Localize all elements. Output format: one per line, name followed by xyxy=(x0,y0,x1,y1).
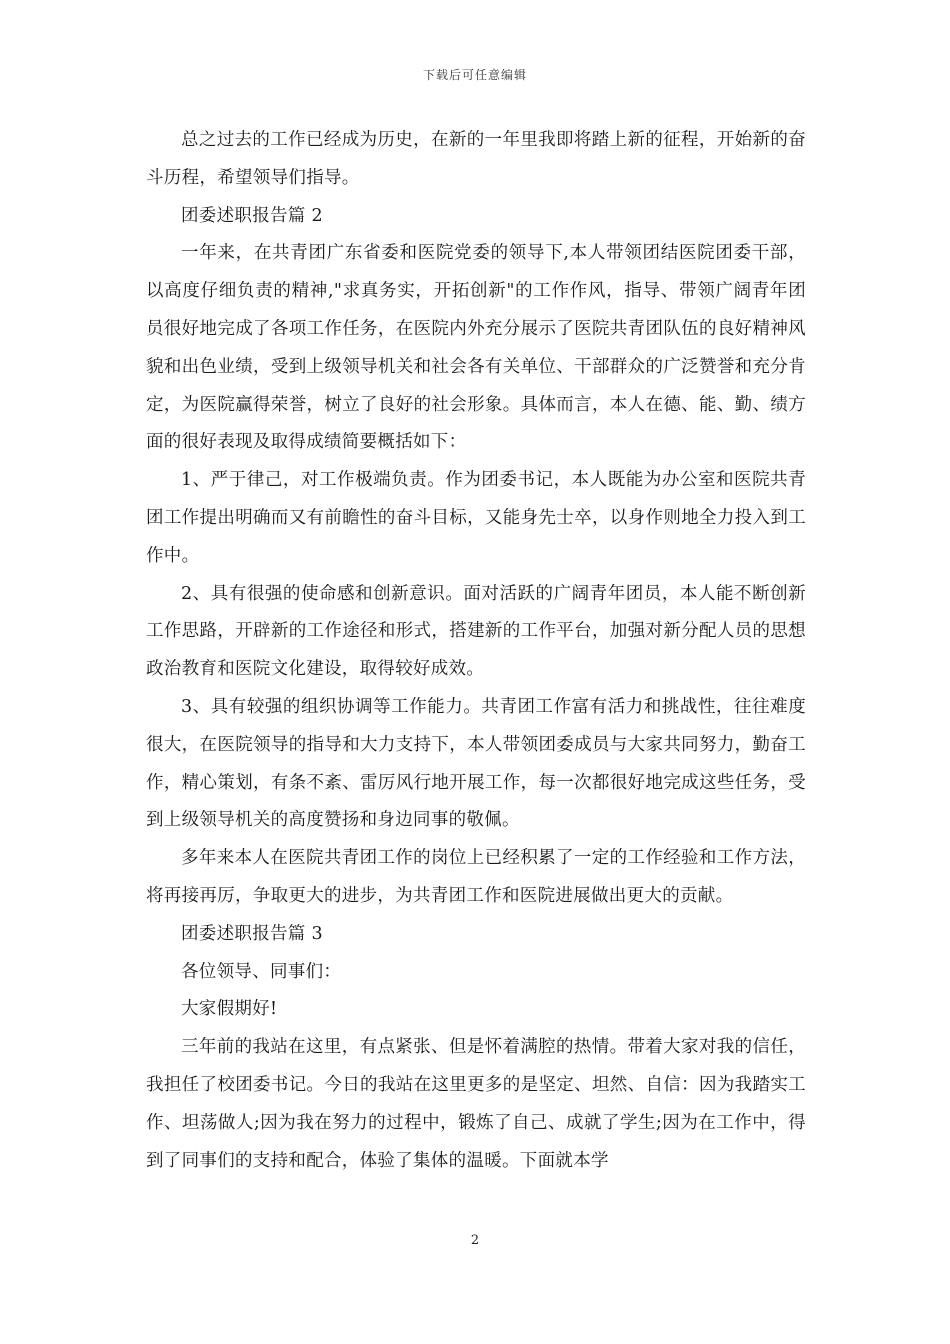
header-note: 下载后可任意编辑 xyxy=(422,68,527,82)
section-heading-report-2: 团委述职报告篇 2 xyxy=(181,205,323,226)
paragraph-year-overview: 一年来，在共青团广东省委和医院党委的领导下,本人带领团结医院团委干部，以高度仔细负责的精神,"求真务实，开拓创新"的工作作风，指导、带领广阔青年团员很好地完成了各项工作任务，在医院内外充分展示了医院共青团队伍的良好精神风貌和出色业绩，受到上级领导机关和社会各有关单位、干部群众的广泛赞誉和充分肯定，为医院赢得荣誉，树立了良好的社会形象。具体而言，本人在德、能、勤、绩方面的很好表现及取得成绩简要概括如下： xyxy=(146,243,806,453)
paragraph-point-2: 2、具有很强的使命感和创新意识。面对活跃的广阔青年团员，本人能不断创新工作思路，开辟新的工作途径和形式，搭建新的工作平台，加强对新分配人员的思想政治教育和医院文化建设，取得较好成效。 xyxy=(146,583,806,680)
paragraph-greeting: 大家假期好! xyxy=(181,999,278,1020)
page-number: 2 xyxy=(470,1233,480,1248)
paragraph-three-years-ago: 三年前的我站在这里，有点紧张、但是怀着满腔的热情。带着大家对我的信任，我担任了校团委书记。今日的我站在这里更多的是坚定、坦然、自信：因为我踏实工作、坦荡做人;因为我在努力的过程中，锻炼了自己、成就了学生;因为在工作中，得到了同事们的支持和配合，体验了集体的温暖。下面就本学 xyxy=(146,1037,806,1171)
paragraph-closing-summary: 总之过去的工作已经成为历史，在新的一年里我即将踏上新的征程，开始新的奋斗历程，希望领导们指导。 xyxy=(146,130,806,188)
paragraph-point-1: 1、严于律己，对工作极端负责。作为团委书记，本人既能为办公室和医院共青团工作提出明确而又有前瞻性的奋斗目标，又能身先士卒，以身作则地全力投入到工作中。 xyxy=(146,470,806,566)
paragraph-conclusion: 多年来本人在医院共青团工作的岗位上已经积累了一定的工作经验和工作方法，将再接再厉，争取更大的进步，为共青团工作和医院进展做出更大的贡献。 xyxy=(146,848,806,906)
document-body xyxy=(146,122,806,1180)
paragraph-point-3: 3、具有较强的组织协调等工作能力。共青团工作富有活力和挑战性，往往难度很大，在医院领导的指导和大力支持下，本人带领团委成员与大家共同努力，勤奋工作，精心策划，有条不紊、雷厉风行地开展工作，每一次都很好地完成这些任务，受到上级领导机关的高度赞扬和身边同事的敬佩。 xyxy=(146,696,806,831)
paragraph-salutation: 各位领导、同事们： xyxy=(181,961,342,982)
section-heading-report-3: 团委述职报告篇 3 xyxy=(181,923,323,944)
